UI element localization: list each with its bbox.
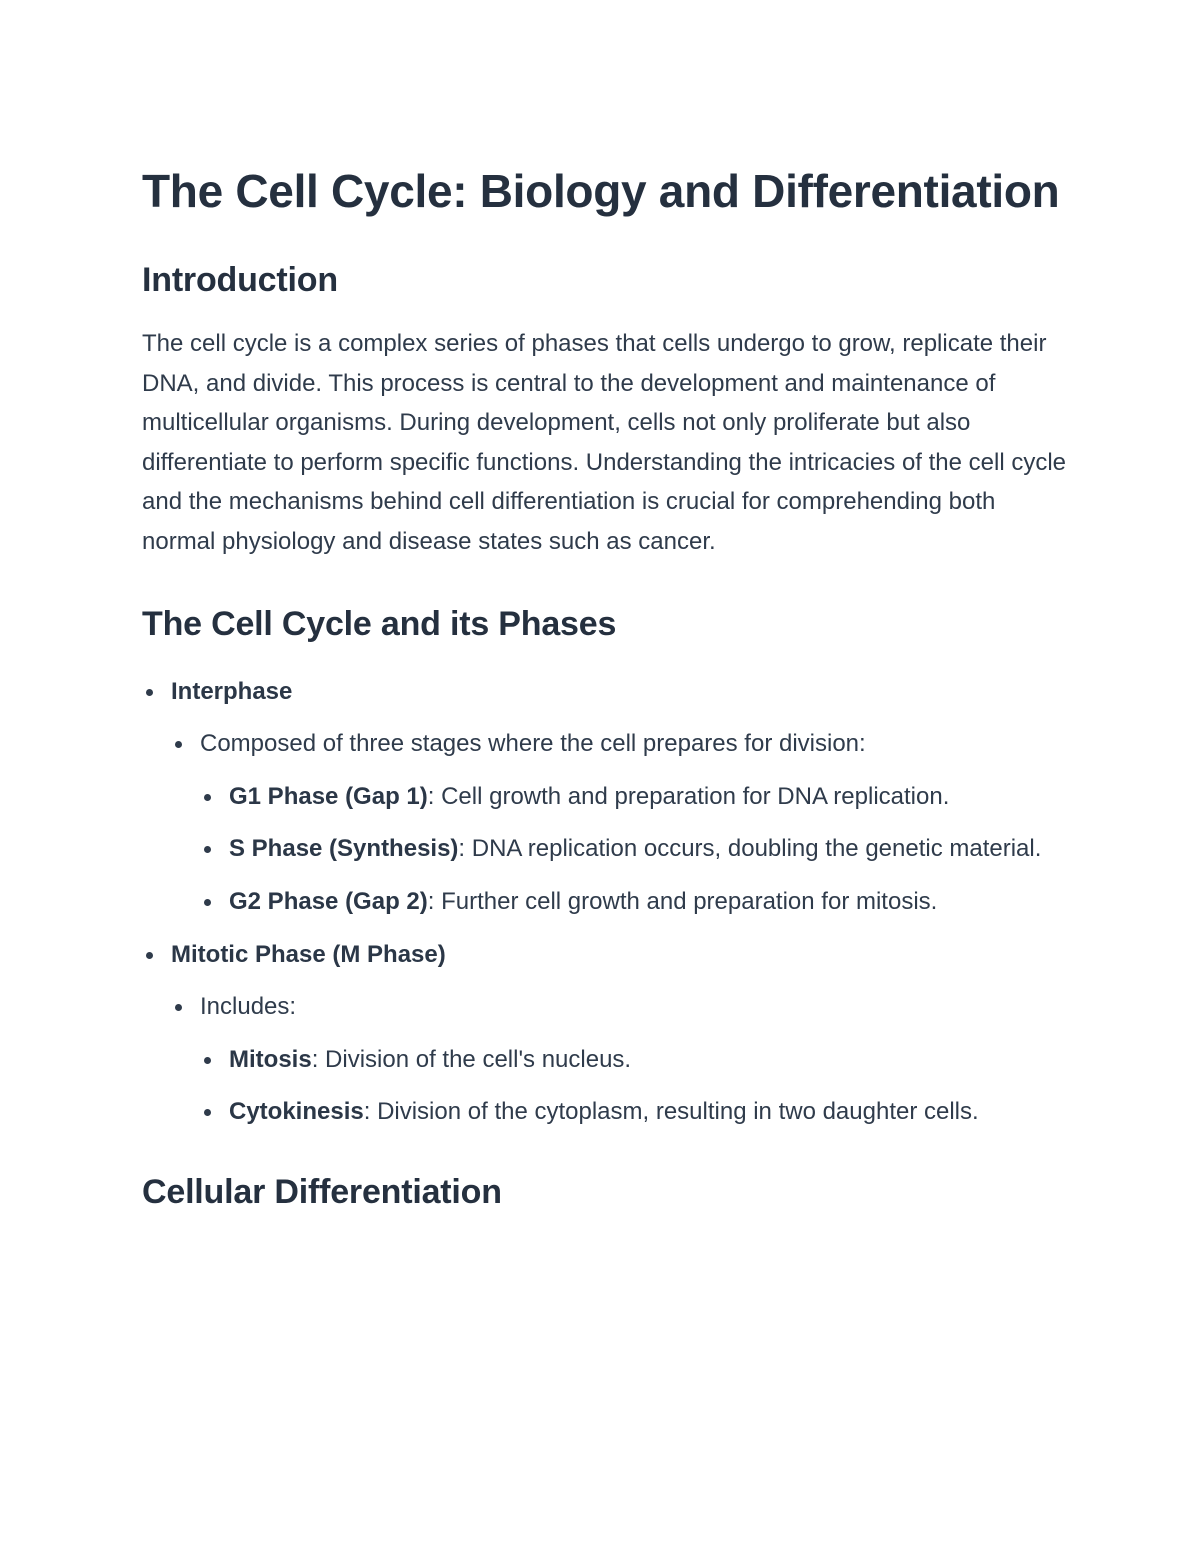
list-item-g2-phase	[229, 882, 1062, 922]
s-phase-separator: :	[458, 835, 472, 863]
interphase-sublist	[200, 724, 1062, 921]
list-item-cytokinesis	[229, 1092, 1062, 1132]
list-item-mitosis	[229, 1040, 1062, 1080]
g2-phase-term: G2 Phase (Gap 2)	[229, 887, 428, 915]
bullet-icon	[146, 689, 153, 696]
list-item-s-phase	[229, 829, 1062, 869]
g2-phase-separator: :	[427, 887, 442, 915]
bullet-icon	[204, 899, 211, 906]
cytokinesis-term: Cytokinesis	[229, 1098, 364, 1126]
bullet-icon	[204, 846, 211, 853]
g2-phase-description: Further cell growth and preparation for mitosis.	[441, 887, 938, 915]
s-phase-description: DNA replication occurs, doubling the genetic material.	[471, 835, 1042, 863]
mitosis-term: Mitosis	[229, 1045, 312, 1073]
list-item-interphase-description	[200, 724, 1062, 921]
cytokinesis-description: Division of the cytoplasm, resulting in two daughter cells.	[377, 1098, 979, 1126]
interphase-label: Interphase	[171, 677, 293, 705]
phases-list	[142, 672, 1062, 1132]
bullet-icon	[175, 741, 182, 748]
document-title: The Cell Cycle: Biology and Differentiation	[142, 165, 1060, 217]
heading-cell-cycle-phases: The Cell Cycle and its Phases	[142, 604, 617, 643]
mitotic-sublist	[200, 987, 1062, 1132]
list-item-interphase	[171, 672, 1062, 922]
list-item-mitotic-description	[200, 987, 1062, 1132]
list-item-g1-phase	[229, 777, 1062, 817]
mitotic-phase-label: Mitotic Phase (M Phase)	[171, 940, 446, 968]
g1-phase-description: Cell growth and preparation for DNA replication.	[441, 782, 950, 810]
heading-introduction: Introduction	[142, 261, 338, 299]
bullet-icon	[146, 952, 153, 959]
bullet-icon	[204, 1057, 211, 1064]
list-item-mitotic-phase	[171, 935, 1062, 1132]
g1-phase-separator: :	[427, 782, 442, 810]
mitotic-stages-list	[229, 1040, 1062, 1132]
mitosis-description: Division of the cell's nucleus.	[325, 1045, 632, 1073]
introduction-paragraph: The cell cycle is a complex series of phases that cells undergo to grow, replicate their DNA, and divide. This process is central to the development and maintenance of multicellular organisms. During development, cells not only proliferate but also differentiate to perform specific functions. Understanding the intricacies of the cell cycle and the mechanisms behind cell differentiation is crucial for comprehending both normal physiology and disease states such as cancer.	[142, 330, 1067, 555]
cytokinesis-separator: :	[363, 1098, 378, 1126]
mitotic-description: Includes:	[200, 993, 297, 1021]
bullet-icon	[204, 1109, 211, 1116]
interphase-stages-list	[229, 777, 1062, 922]
heading-cellular-differentiation: Cellular Differentiation	[142, 1172, 502, 1211]
bullet-icon	[204, 794, 211, 801]
s-phase-term: S Phase (Synthesis)	[229, 835, 459, 863]
interphase-description: Composed of three stages where the cell prepares for division:	[200, 730, 866, 758]
bullet-icon	[175, 1004, 182, 1011]
document-page	[142, 160, 1067, 1214]
mitosis-separator: :	[311, 1045, 326, 1073]
g1-phase-term: G1 Phase (Gap 1)	[229, 782, 428, 810]
